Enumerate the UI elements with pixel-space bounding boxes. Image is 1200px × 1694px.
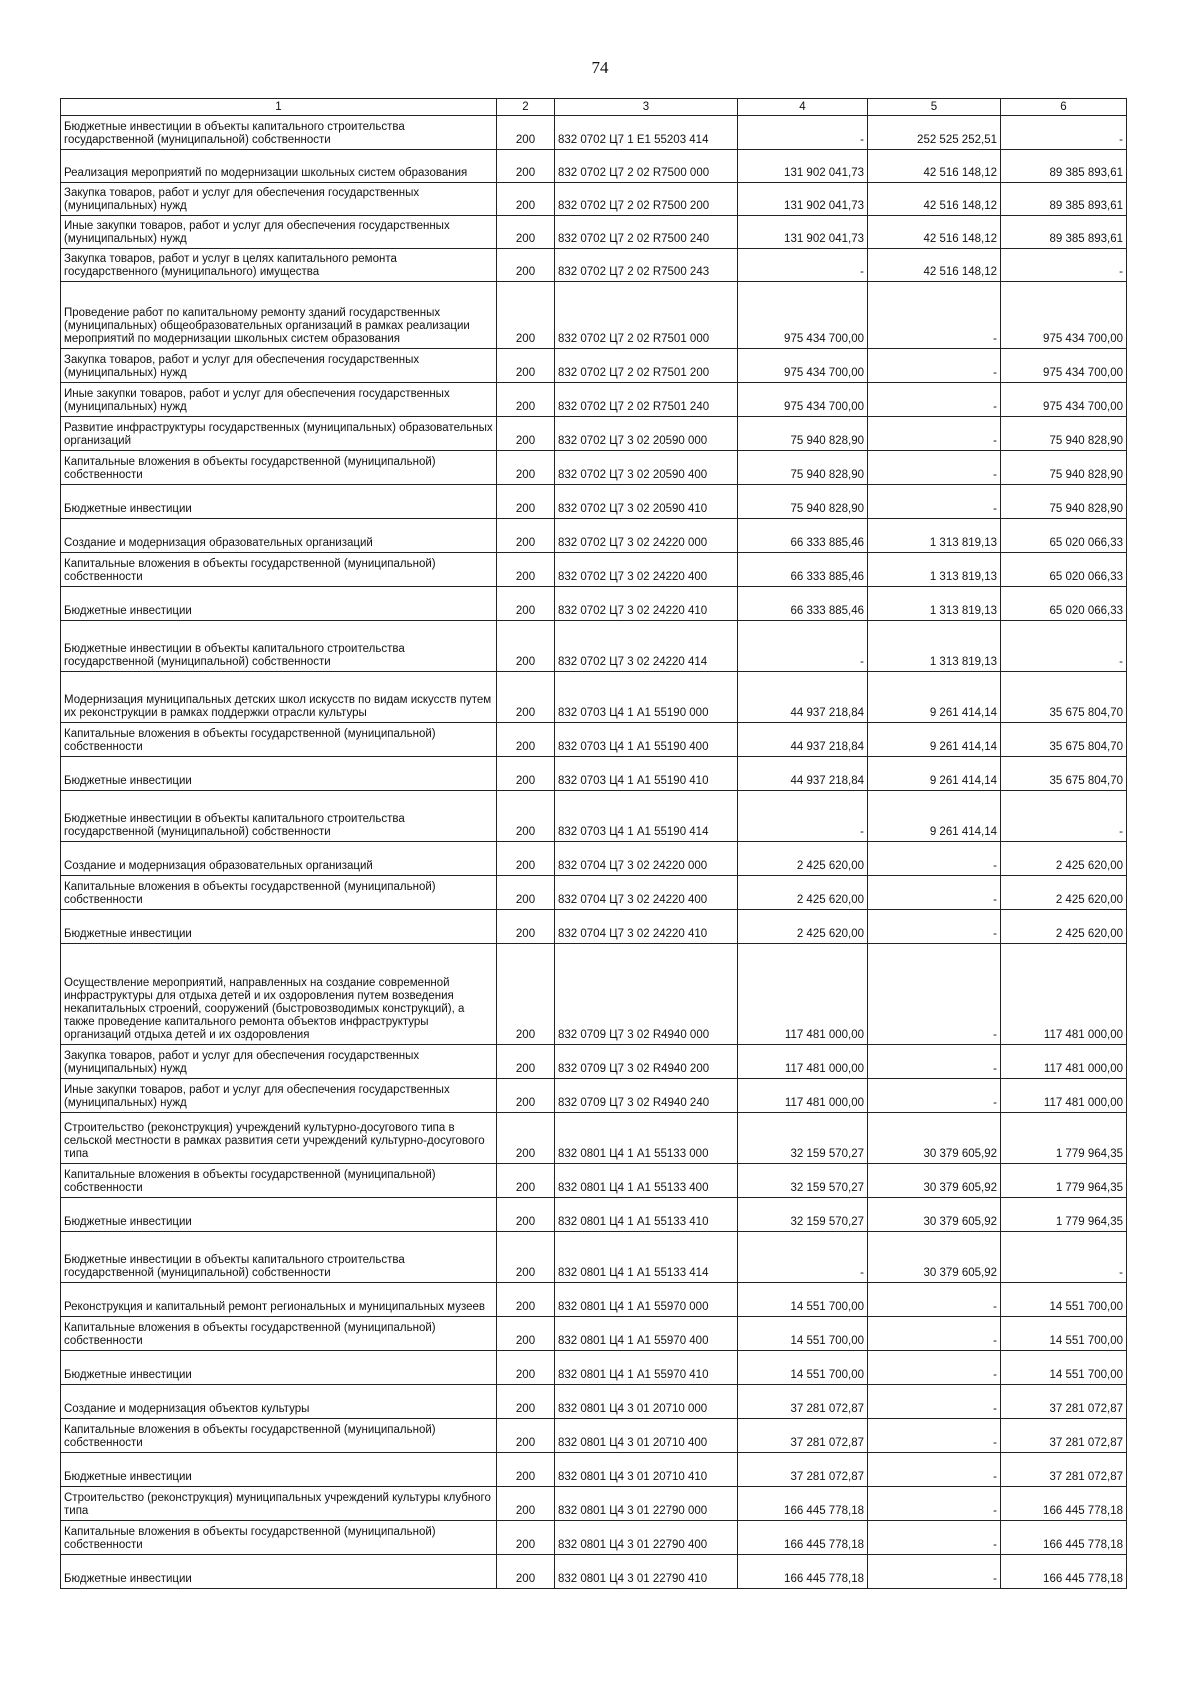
row-amount-col5: - xyxy=(868,1283,1001,1317)
column-header: 3 xyxy=(555,99,738,116)
row-amount-col4: 2 425 620,00 xyxy=(738,876,868,910)
row-amount-col4: 75 940 828,90 xyxy=(738,485,868,519)
row-classification-code: 832 0801 Ц4 1 A1 55133 400 xyxy=(555,1164,738,1198)
row-amount-col5: - xyxy=(868,944,1001,1045)
row-amount-col5: 1 313 819,13 xyxy=(868,587,1001,621)
row-amount-col6: 35 675 804,70 xyxy=(1001,723,1127,757)
column-header: 6 xyxy=(1001,99,1127,116)
row-code: 200 xyxy=(497,1198,555,1232)
row-amount-col6: - xyxy=(1001,621,1127,672)
row-amount-col4: 32 159 570,27 xyxy=(738,1198,868,1232)
table-row xyxy=(61,383,1127,417)
row-amount-col4: 131 902 041,73 xyxy=(738,183,868,216)
row-amount-col6: 35 675 804,70 xyxy=(1001,757,1127,791)
row-amount-col4: 37 281 072,87 xyxy=(738,1419,868,1453)
row-classification-code: 832 0702 Ц7 3 02 24220 400 xyxy=(555,553,738,587)
row-name: Модернизация муниципальных детских школ искусств по видам искусств путем их реконструкции в рамках поддержки отрасли культуры xyxy=(61,672,497,723)
row-classification-code: 832 0709 Ц7 3 02 R4940 200 xyxy=(555,1045,738,1079)
table-row xyxy=(61,1164,1127,1198)
row-amount-col4: 117 481 000,00 xyxy=(738,1079,868,1113)
row-classification-code: 832 0702 Ц7 3 02 24220 000 xyxy=(555,519,738,553)
row-amount-col5: 9 261 414,14 xyxy=(868,757,1001,791)
row-classification-code: 832 0702 Ц7 2 02 R7500 240 xyxy=(555,216,738,249)
row-name: Капитальные вложения в объекты государственной (муниципальной) собственности xyxy=(61,1317,497,1351)
row-amount-col5: 1 313 819,13 xyxy=(868,553,1001,587)
row-code: 200 xyxy=(497,1113,555,1164)
row-classification-code: 832 0703 Ц4 1 A1 55190 414 xyxy=(555,791,738,842)
row-classification-code: 832 0703 Ц4 1 A1 55190 400 xyxy=(555,723,738,757)
row-code: 200 xyxy=(497,1419,555,1453)
row-amount-col6: 37 281 072,87 xyxy=(1001,1453,1127,1487)
row-amount-col4: 975 434 700,00 xyxy=(738,282,868,349)
row-code: 200 xyxy=(497,1317,555,1351)
row-code: 200 xyxy=(497,944,555,1045)
row-amount-col4: 975 434 700,00 xyxy=(738,383,868,417)
row-amount-col6: 2 425 620,00 xyxy=(1001,876,1127,910)
row-code: 200 xyxy=(497,1351,555,1385)
table-row xyxy=(61,1555,1127,1589)
row-amount-col5: 9 261 414,14 xyxy=(868,672,1001,723)
row-amount-col4: - xyxy=(738,791,868,842)
table-row xyxy=(61,1283,1127,1317)
row-code: 200 xyxy=(497,1487,555,1521)
row-classification-code: 832 0702 Ц7 3 02 24220 414 xyxy=(555,621,738,672)
table-body xyxy=(61,116,1127,1589)
table-row xyxy=(61,944,1127,1045)
row-amount-col6: 89 385 893,61 xyxy=(1001,183,1127,216)
row-code: 200 xyxy=(497,587,555,621)
row-code: 200 xyxy=(497,519,555,553)
row-amount-col5: - xyxy=(868,383,1001,417)
row-amount-col6: - xyxy=(1001,249,1127,282)
row-name: Бюджетные инвестиции xyxy=(61,587,497,621)
table-row xyxy=(61,1113,1127,1164)
row-code: 200 xyxy=(497,757,555,791)
row-amount-col5: - xyxy=(868,876,1001,910)
row-amount-col6: - xyxy=(1001,1232,1127,1283)
row-amount-col6: 89 385 893,61 xyxy=(1001,150,1127,183)
table-row xyxy=(61,1419,1127,1453)
row-amount-col6: 2 425 620,00 xyxy=(1001,910,1127,944)
table-row xyxy=(61,485,1127,519)
row-code: 200 xyxy=(497,116,555,150)
row-amount-col6: 37 281 072,87 xyxy=(1001,1385,1127,1419)
row-classification-code: 832 0702 Ц7 2 02 R7500 243 xyxy=(555,249,738,282)
table-row xyxy=(61,672,1127,723)
row-amount-col5: - xyxy=(868,910,1001,944)
row-code: 200 xyxy=(497,1232,555,1283)
row-amount-col5: - xyxy=(868,451,1001,485)
table-row xyxy=(61,1045,1127,1079)
row-amount-col6: 1 779 964,35 xyxy=(1001,1198,1127,1232)
table-row xyxy=(61,1453,1127,1487)
row-amount-col5: 30 379 605,92 xyxy=(868,1198,1001,1232)
row-amount-col4: - xyxy=(738,249,868,282)
row-name: Иные закупки товаров, работ и услуг для обеспечения государственных (муниципальных) нужд xyxy=(61,1079,497,1113)
row-amount-col4: - xyxy=(738,621,868,672)
row-amount-col5: - xyxy=(868,1487,1001,1521)
table-row xyxy=(61,150,1127,183)
row-name: Закупка товаров, работ и услуг для обеспечения государственных (муниципальных) нужд xyxy=(61,183,497,216)
row-amount-col4: 75 940 828,90 xyxy=(738,451,868,485)
row-code: 200 xyxy=(497,451,555,485)
table-row xyxy=(61,1521,1127,1555)
table-row xyxy=(61,910,1127,944)
page-number: 74 xyxy=(591,58,609,77)
row-amount-col6: 37 281 072,87 xyxy=(1001,1419,1127,1453)
table-row xyxy=(61,1351,1127,1385)
table-row xyxy=(61,876,1127,910)
row-amount-col5: 1 313 819,13 xyxy=(868,519,1001,553)
row-code: 200 xyxy=(497,723,555,757)
row-classification-code: 832 0704 Ц7 3 02 24220 410 xyxy=(555,910,738,944)
row-code: 200 xyxy=(497,672,555,723)
row-name: Создание и модернизация образовательных организаций xyxy=(61,519,497,553)
column-header: 5 xyxy=(868,99,1001,116)
row-name: Иные закупки товаров, работ и услуг для обеспечения государственных (муниципальных) нужд xyxy=(61,216,497,249)
table-row xyxy=(61,1317,1127,1351)
row-amount-col4: 166 445 778,18 xyxy=(738,1487,868,1521)
row-classification-code: 832 0702 Ц7 2 02 R7500 200 xyxy=(555,183,738,216)
row-amount-col5: - xyxy=(868,1079,1001,1113)
row-name: Бюджетные инвестиции xyxy=(61,1351,497,1385)
row-code: 200 xyxy=(497,282,555,349)
row-amount-col4: 975 434 700,00 xyxy=(738,349,868,383)
row-code: 200 xyxy=(497,910,555,944)
row-amount-col6: 975 434 700,00 xyxy=(1001,383,1127,417)
row-amount-col6: 166 445 778,18 xyxy=(1001,1487,1127,1521)
table-row xyxy=(61,417,1127,451)
row-name: Реализация мероприятий по модернизации школьных систем образования xyxy=(61,150,497,183)
table-row xyxy=(61,116,1127,150)
table-row xyxy=(61,553,1127,587)
row-name: Бюджетные инвестиции в объекты капитального строительства государственной (муниципальной) собственности xyxy=(61,116,497,150)
row-name: Бюджетные инвестиции xyxy=(61,485,497,519)
row-amount-col4: 32 159 570,27 xyxy=(738,1164,868,1198)
row-amount-col4: 44 937 218,84 xyxy=(738,723,868,757)
column-header: 1 xyxy=(61,99,497,116)
table-row xyxy=(61,723,1127,757)
row-amount-col6: 1 779 964,35 xyxy=(1001,1113,1127,1164)
row-amount-col4: 14 551 700,00 xyxy=(738,1351,868,1385)
table-row xyxy=(61,621,1127,672)
row-amount-col5: - xyxy=(868,1351,1001,1385)
table-row xyxy=(61,216,1127,249)
row-amount-col5: - xyxy=(868,349,1001,383)
row-amount-col6: 975 434 700,00 xyxy=(1001,349,1127,383)
budget-table xyxy=(60,98,1127,1589)
row-classification-code: 832 0702 Ц7 2 02 R7500 000 xyxy=(555,150,738,183)
row-code: 200 xyxy=(497,1555,555,1589)
column-header: 2 xyxy=(497,99,555,116)
row-amount-col6: 65 020 066,33 xyxy=(1001,587,1127,621)
row-classification-code: 832 0703 Ц4 1 A1 55190 000 xyxy=(555,672,738,723)
row-amount-col5: 252 525 252,51 xyxy=(868,116,1001,150)
row-classification-code: 832 0801 Ц4 3 01 22790 400 xyxy=(555,1521,738,1555)
row-amount-col6: 975 434 700,00 xyxy=(1001,282,1127,349)
row-amount-col6: 35 675 804,70 xyxy=(1001,672,1127,723)
table-row xyxy=(61,183,1127,216)
row-classification-code: 832 0709 Ц7 3 02 R4940 240 xyxy=(555,1079,738,1113)
row-amount-col4: 44 937 218,84 xyxy=(738,672,868,723)
row-amount-col5: 42 516 148,12 xyxy=(868,216,1001,249)
row-amount-col6: 2 425 620,00 xyxy=(1001,842,1127,876)
row-amount-col5: - xyxy=(868,1521,1001,1555)
row-classification-code: 832 0801 Ц4 3 01 20710 400 xyxy=(555,1419,738,1453)
row-amount-col5: 42 516 148,12 xyxy=(868,249,1001,282)
table-row xyxy=(61,451,1127,485)
table-row xyxy=(61,249,1127,282)
row-amount-col4: - xyxy=(738,1232,868,1283)
row-amount-col6: 75 940 828,90 xyxy=(1001,485,1127,519)
row-classification-code: 832 0801 Ц4 3 01 20710 410 xyxy=(555,1453,738,1487)
row-name: Капитальные вложения в объекты государственной (муниципальной) собственности xyxy=(61,1521,497,1555)
row-name: Осуществление мероприятий, направленных на создание современной инфраструктуры для отдыха детей и их оздоровления путем возведения некапитальных строений, сооружений (быстровозводимых конструкций), а также проведение капитального ремонта объектов инфраструктуры организаций отдыха детей и их оздоровления xyxy=(61,944,497,1045)
row-classification-code: 832 0801 Ц4 3 01 20710 000 xyxy=(555,1385,738,1419)
row-amount-col6: - xyxy=(1001,116,1127,150)
table-row xyxy=(61,349,1127,383)
row-amount-col4: 66 333 885,46 xyxy=(738,519,868,553)
table-row xyxy=(61,842,1127,876)
row-classification-code: 832 0801 Ц4 3 01 22790 000 xyxy=(555,1487,738,1521)
row-amount-col5: - xyxy=(868,1045,1001,1079)
row-amount-col5: - xyxy=(868,282,1001,349)
row-name: Бюджетные инвестиции xyxy=(61,1555,497,1589)
row-code: 200 xyxy=(497,1045,555,1079)
row-classification-code: 832 0801 Ц4 1 A1 55970 400 xyxy=(555,1317,738,1351)
row-amount-col5: - xyxy=(868,1385,1001,1419)
row-classification-code: 832 0703 Ц4 1 A1 55190 410 xyxy=(555,757,738,791)
row-code: 200 xyxy=(497,553,555,587)
row-amount-col5: 42 516 148,12 xyxy=(868,150,1001,183)
row-code: 200 xyxy=(497,417,555,451)
row-amount-col4: - xyxy=(738,116,868,150)
row-code: 200 xyxy=(497,485,555,519)
row-classification-code: 832 0801 Ц4 3 01 22790 410 xyxy=(555,1555,738,1589)
row-classification-code: 832 0704 Ц7 3 02 24220 400 xyxy=(555,876,738,910)
row-name: Развитие инфраструктуры государственных (муниципальных) образовательных организаций xyxy=(61,417,497,451)
row-code: 200 xyxy=(497,1079,555,1113)
row-amount-col6: 89 385 893,61 xyxy=(1001,216,1127,249)
row-amount-col4: 14 551 700,00 xyxy=(738,1317,868,1351)
row-classification-code: 832 0704 Ц7 3 02 24220 000 xyxy=(555,842,738,876)
row-name: Капитальные вложения в объекты государственной (муниципальной) собственности xyxy=(61,1164,497,1198)
row-name: Капитальные вложения в объекты государственной (муниципальной) собственности xyxy=(61,553,497,587)
table-row xyxy=(61,1487,1127,1521)
row-amount-col6: 117 481 000,00 xyxy=(1001,944,1127,1045)
table-row xyxy=(61,282,1127,349)
table-row xyxy=(61,791,1127,842)
row-classification-code: 832 0702 Ц7 2 02 R7501 240 xyxy=(555,383,738,417)
row-amount-col6: 75 940 828,90 xyxy=(1001,451,1127,485)
row-amount-col6: - xyxy=(1001,791,1127,842)
row-code: 200 xyxy=(497,249,555,282)
row-amount-col5: - xyxy=(868,1453,1001,1487)
row-name: Капитальные вложения в объекты государственной (муниципальной) собственности xyxy=(61,876,497,910)
row-amount-col4: 131 902 041,73 xyxy=(738,216,868,249)
row-amount-col5: - xyxy=(868,1419,1001,1453)
row-amount-col4: 37 281 072,87 xyxy=(738,1385,868,1419)
row-amount-col6: 14 551 700,00 xyxy=(1001,1317,1127,1351)
row-code: 200 xyxy=(497,1283,555,1317)
row-amount-col6: 1 779 964,35 xyxy=(1001,1164,1127,1198)
row-classification-code: 832 0801 Ц4 1 A1 55133 410 xyxy=(555,1198,738,1232)
row-amount-col6: 117 481 000,00 xyxy=(1001,1045,1127,1079)
row-code: 200 xyxy=(497,621,555,672)
row-classification-code: 832 0702 Ц7 3 02 20590 410 xyxy=(555,485,738,519)
row-amount-col5: - xyxy=(868,1555,1001,1589)
row-code: 200 xyxy=(497,183,555,216)
row-amount-col4: 66 333 885,46 xyxy=(738,553,868,587)
row-name: Проведение работ по капитальному ремонту зданий государственных (муниципальных) общеобразовательных организаций в рамках реализации мероприятий по модернизации школьных систем образования xyxy=(61,282,497,349)
row-code: 200 xyxy=(497,1521,555,1555)
row-amount-col4: 166 445 778,18 xyxy=(738,1555,868,1589)
row-name: Строительство (реконструкция) учреждений культурно-досугового типа в сельской местности в рамках развития сети учреждений культурно-досугового типа xyxy=(61,1113,497,1164)
row-name: Бюджетные инвестиции xyxy=(61,910,497,944)
row-name: Закупка товаров, работ и услуг для обеспечения государственных (муниципальных) нужд xyxy=(61,1045,497,1079)
row-code: 200 xyxy=(497,150,555,183)
table-row xyxy=(61,587,1127,621)
row-name: Строительство (реконструкция) муниципальных учреждений культуры клубного типа xyxy=(61,1487,497,1521)
row-name: Капитальные вложения в объекты государственной (муниципальной) собственности xyxy=(61,723,497,757)
row-name: Бюджетные инвестиции xyxy=(61,757,497,791)
row-amount-col5: 1 313 819,13 xyxy=(868,621,1001,672)
row-classification-code: 832 0702 Ц7 3 02 20590 400 xyxy=(555,451,738,485)
row-name: Капитальные вложения в объекты государственной (муниципальной) собственности xyxy=(61,1419,497,1453)
row-name: Бюджетные инвестиции в объекты капитального строительства государственной (муниципальной) собственности xyxy=(61,791,497,842)
row-classification-code: 832 0702 Ц7 3 02 24220 410 xyxy=(555,587,738,621)
row-name: Закупка товаров, работ и услуг для обеспечения государственных (муниципальных) нужд xyxy=(61,349,497,383)
row-classification-code: 832 0801 Ц4 1 A1 55133 414 xyxy=(555,1232,738,1283)
row-amount-col5: 42 516 148,12 xyxy=(868,183,1001,216)
row-amount-col5: - xyxy=(868,417,1001,451)
row-amount-col4: 66 333 885,46 xyxy=(738,587,868,621)
row-name: Создание и модернизация образовательных организаций xyxy=(61,842,497,876)
row-code: 200 xyxy=(497,383,555,417)
row-amount-col4: 37 281 072,87 xyxy=(738,1453,868,1487)
row-classification-code: 832 0702 Ц7 1 E1 55203 414 xyxy=(555,116,738,150)
row-amount-col4: 14 551 700,00 xyxy=(738,1283,868,1317)
row-amount-col4: 44 937 218,84 xyxy=(738,757,868,791)
table-header xyxy=(61,99,1127,116)
table-row xyxy=(61,1079,1127,1113)
row-amount-col6: 75 940 828,90 xyxy=(1001,417,1127,451)
row-code: 200 xyxy=(497,842,555,876)
row-amount-col5: - xyxy=(868,1317,1001,1351)
row-name: Бюджетные инвестиции xyxy=(61,1198,497,1232)
row-amount-col5: 30 379 605,92 xyxy=(868,1232,1001,1283)
row-amount-col5: 9 261 414,14 xyxy=(868,723,1001,757)
header-row xyxy=(61,99,1127,116)
row-name: Бюджетные инвестиции в объекты капитального строительства государственной (муниципальной) собственности xyxy=(61,621,497,672)
table-row xyxy=(61,1198,1127,1232)
row-code: 200 xyxy=(497,1453,555,1487)
row-code: 200 xyxy=(497,876,555,910)
row-code: 200 xyxy=(497,349,555,383)
row-amount-col4: 2 425 620,00 xyxy=(738,842,868,876)
row-name: Создание и модернизация объектов культуры xyxy=(61,1385,497,1419)
row-amount-col4: 117 481 000,00 xyxy=(738,1045,868,1079)
row-amount-col5: - xyxy=(868,842,1001,876)
row-amount-col6: 14 551 700,00 xyxy=(1001,1283,1127,1317)
row-amount-col4: 75 940 828,90 xyxy=(738,417,868,451)
row-name: Закупка товаров, работ и услуг в целях капитального ремонта государственного (муниципального) имущества xyxy=(61,249,497,282)
table-row xyxy=(61,1385,1127,1419)
row-amount-col4: 166 445 778,18 xyxy=(738,1521,868,1555)
row-amount-col6: 65 020 066,33 xyxy=(1001,553,1127,587)
row-amount-col5: 9 261 414,14 xyxy=(868,791,1001,842)
row-classification-code: 832 0709 Ц7 3 02 R4940 000 xyxy=(555,944,738,1045)
row-classification-code: 832 0801 Ц4 1 A1 55970 000 xyxy=(555,1283,738,1317)
row-code: 200 xyxy=(497,1164,555,1198)
row-classification-code: 832 0801 Ц4 1 A1 55133 000 xyxy=(555,1113,738,1164)
row-classification-code: 832 0702 Ц7 2 02 R7501 000 xyxy=(555,282,738,349)
row-amount-col6: 166 445 778,18 xyxy=(1001,1521,1127,1555)
row-amount-col6: 14 551 700,00 xyxy=(1001,1351,1127,1385)
row-amount-col4: 32 159 570,27 xyxy=(738,1113,868,1164)
row-amount-col6: 65 020 066,33 xyxy=(1001,519,1127,553)
column-header: 4 xyxy=(738,99,868,116)
row-amount-col4: 2 425 620,00 xyxy=(738,910,868,944)
row-code: 200 xyxy=(497,791,555,842)
row-classification-code: 832 0702 Ц7 3 02 20590 000 xyxy=(555,417,738,451)
row-amount-col5: 30 379 605,92 xyxy=(868,1164,1001,1198)
row-amount-col6: 166 445 778,18 xyxy=(1001,1555,1127,1589)
table-row xyxy=(61,1232,1127,1283)
row-name: Бюджетные инвестиции xyxy=(61,1453,497,1487)
row-amount-col4: 131 902 041,73 xyxy=(738,150,868,183)
row-code: 200 xyxy=(497,216,555,249)
row-code: 200 xyxy=(497,1385,555,1419)
row-classification-code: 832 0702 Ц7 2 02 R7501 200 xyxy=(555,349,738,383)
row-name: Бюджетные инвестиции в объекты капитального строительства государственной (муниципальной) собственности xyxy=(61,1232,497,1283)
row-name: Капитальные вложения в объекты государственной (муниципальной) собственности xyxy=(61,451,497,485)
row-amount-col5: 30 379 605,92 xyxy=(868,1113,1001,1164)
row-amount-col6: 117 481 000,00 xyxy=(1001,1079,1127,1113)
row-amount-col5: - xyxy=(868,485,1001,519)
row-name: Иные закупки товаров, работ и услуг для обеспечения государственных (муниципальных) нужд xyxy=(61,383,497,417)
row-classification-code: 832 0801 Ц4 1 A1 55970 410 xyxy=(555,1351,738,1385)
row-amount-col4: 117 481 000,00 xyxy=(738,944,868,1045)
row-name: Реконструкция и капитальный ремонт региональных и муниципальных музеев xyxy=(61,1283,497,1317)
table-row xyxy=(61,519,1127,553)
table-row xyxy=(61,757,1127,791)
